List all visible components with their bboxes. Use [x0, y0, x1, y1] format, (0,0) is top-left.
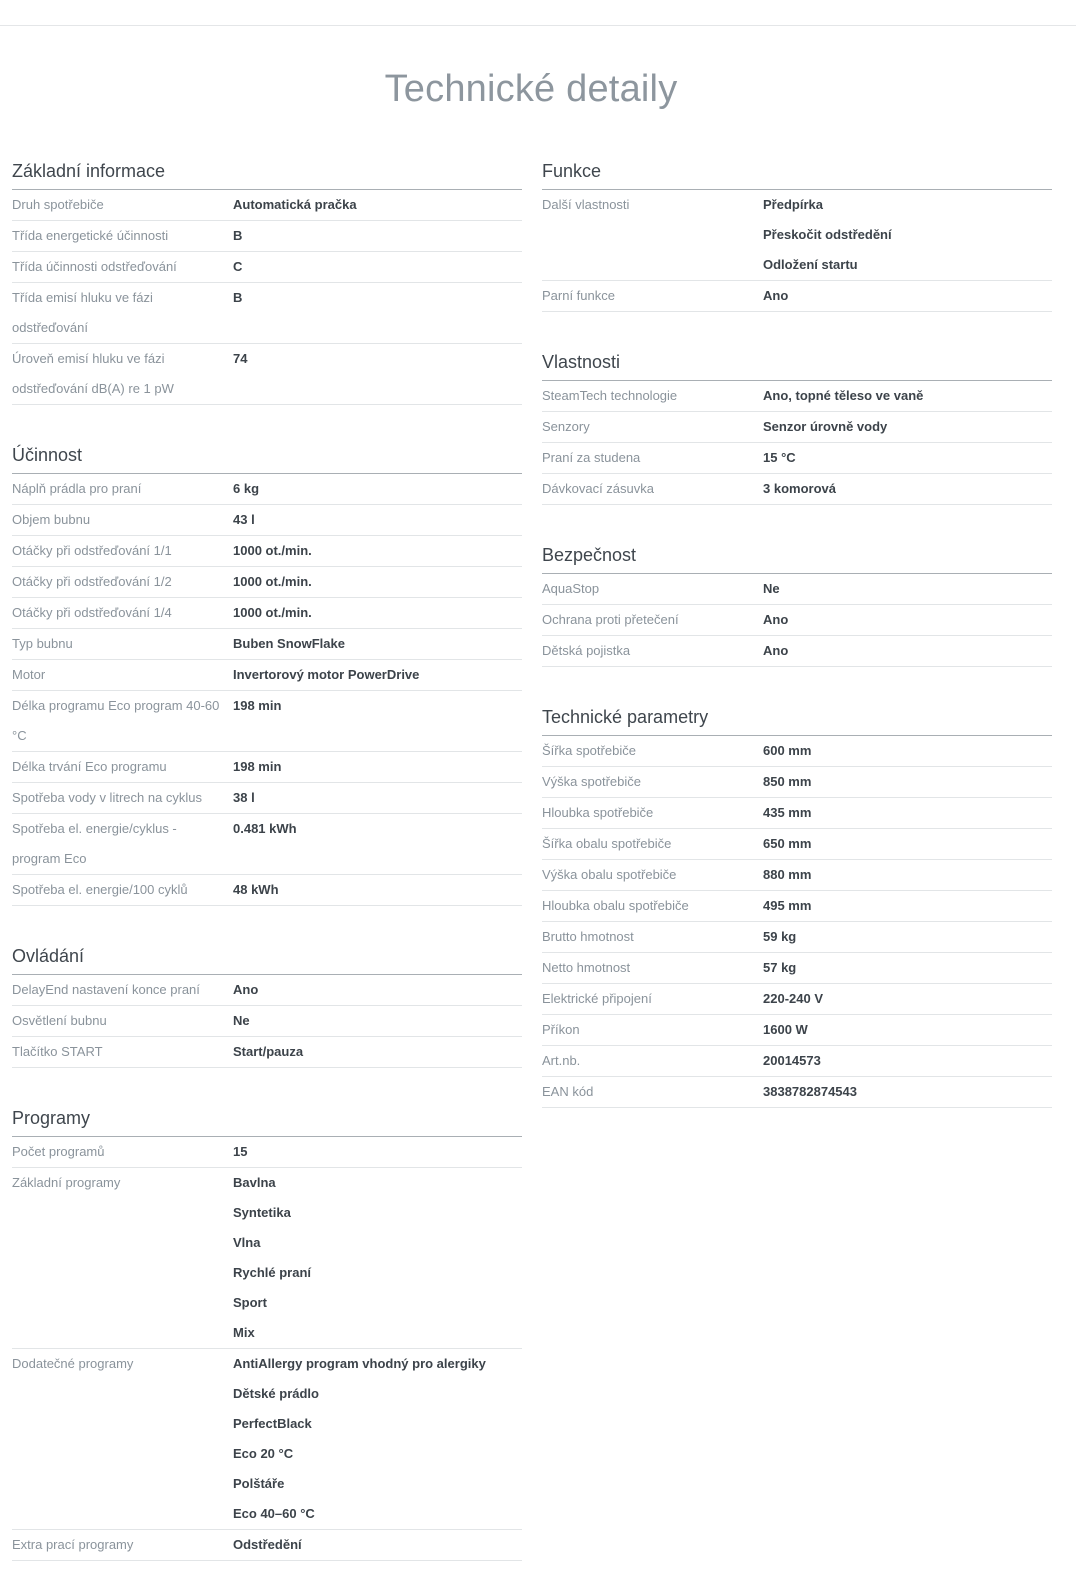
spec-values — [233, 283, 522, 343]
spec-values — [233, 1006, 522, 1036]
spec-label: Třída účinnosti odstřeďování — [12, 259, 177, 274]
spec-row — [12, 344, 522, 405]
spec-label: Ochrana proti přetečení — [542, 612, 679, 627]
spec-values — [233, 598, 522, 628]
spec-value: 650 mm — [763, 836, 812, 851]
spec-label: Osvětlení bubnu — [12, 1013, 107, 1028]
spec-values — [763, 922, 1052, 952]
spec-values — [763, 190, 1052, 280]
spec-row — [12, 221, 522, 252]
spec-values — [233, 190, 522, 220]
spec-row — [542, 953, 1052, 984]
spec-label: Třída energetické účinnosti — [12, 228, 169, 243]
spec-value: 495 mm — [763, 898, 812, 913]
spec-label: Parní funkce — [542, 288, 615, 303]
spec-value: Přeskočit odstředění — [763, 227, 892, 242]
spec-value: Sport — [233, 1295, 267, 1310]
spec-row — [542, 1077, 1052, 1108]
top-divider — [0, 25, 1076, 26]
spec-row — [12, 691, 522, 752]
spec-value: Ano, topné těleso ve vaně — [763, 388, 924, 403]
spec-label: Příkon — [542, 1022, 580, 1037]
spec-value: Vlna — [233, 1235, 261, 1250]
spec-row — [12, 252, 522, 283]
page-title: Technické detaily — [384, 68, 678, 110]
spec-row — [542, 381, 1052, 412]
spec-row — [12, 474, 522, 505]
specs-column-right — [542, 150, 1052, 1137]
spec-row — [542, 922, 1052, 953]
spec-value: Ne — [233, 1013, 250, 1028]
spec-row — [542, 412, 1052, 443]
spec-row — [542, 281, 1052, 312]
spec-value: 880 mm — [763, 867, 812, 882]
spec-value: B — [233, 290, 243, 305]
spec-values — [233, 1137, 522, 1167]
spec-label: SteamTech technologie — [542, 388, 678, 403]
spec-values — [233, 1349, 522, 1529]
spec-row — [12, 1349, 522, 1530]
spec-value: 3 komorová — [763, 481, 836, 496]
spec-label: Dávkovací zásuvka — [542, 481, 654, 496]
spec-label: Art.nb. — [542, 1053, 581, 1068]
spec-row — [542, 798, 1052, 829]
spec-row — [12, 975, 522, 1006]
spec-label: Hloubka obalu spotřebiče — [542, 898, 689, 913]
spec-values — [763, 1015, 1052, 1045]
spec-row — [542, 474, 1052, 505]
spec-value: C — [233, 259, 243, 274]
spec-label: Brutto hmotnost — [542, 929, 634, 944]
spec-value: Ne — [763, 581, 780, 596]
spec-values — [763, 1046, 1052, 1076]
spec-label: Extra prací programy — [12, 1537, 134, 1552]
spec-values — [763, 829, 1052, 859]
spec-values — [763, 736, 1052, 766]
spec-values — [763, 798, 1052, 828]
spec-value: Eco 40–60 °C — [233, 1506, 315, 1521]
spec-value: 1000 ot./min. — [233, 574, 312, 589]
spec-values — [233, 975, 522, 1005]
spec-value: Rychlé praní — [233, 1265, 312, 1280]
spec-label: Spotřeba vody v litrech na cyklus — [12, 790, 203, 805]
spec-values — [233, 1168, 522, 1348]
spec-row — [12, 660, 522, 691]
section-title: Ovládání — [12, 935, 522, 975]
spec-row — [542, 860, 1052, 891]
spec-row — [12, 505, 522, 536]
spec-label: Praní za studena — [542, 450, 641, 465]
spec-value: Ano — [763, 643, 789, 658]
spec-value: 48 kWh — [233, 882, 279, 897]
spec-values — [233, 691, 522, 751]
spec-values — [233, 536, 522, 566]
spec-row — [12, 1037, 522, 1068]
spec-value: Invertorový motor PowerDrive — [233, 667, 420, 682]
spec-row — [542, 767, 1052, 798]
spec-value: 6 kg — [233, 481, 260, 496]
spec-label: Senzory — [542, 419, 590, 434]
spec-row — [542, 636, 1052, 667]
spec-label: Druh spotřebiče — [12, 197, 104, 212]
spec-values — [763, 381, 1052, 411]
spec-section-vlastnosti — [542, 341, 1052, 505]
spec-row — [12, 598, 522, 629]
section-title: Vlastnosti — [542, 341, 1052, 381]
spec-row — [12, 1530, 522, 1561]
spec-value: 850 mm — [763, 774, 812, 789]
spec-label: Šířka obalu spotřebiče — [542, 836, 672, 851]
section-title: Programy — [12, 1097, 522, 1137]
spec-values — [233, 629, 522, 659]
spec-value: Bavlna — [233, 1175, 276, 1190]
spec-value: Ano — [763, 612, 789, 627]
spec-values — [763, 474, 1052, 504]
spec-label: Výška spotřebiče — [542, 774, 641, 789]
spec-values — [763, 1077, 1052, 1107]
spec-row — [12, 629, 522, 660]
spec-row — [542, 891, 1052, 922]
spec-row — [12, 752, 522, 783]
spec-value: Dětské prádlo — [233, 1386, 319, 1401]
spec-values — [763, 636, 1052, 666]
section-title: Technické parametry — [542, 696, 1052, 736]
spec-value: 15 — [233, 1144, 248, 1159]
spec-value: 220-240 V — [763, 991, 823, 1006]
spec-value: 38 l — [233, 790, 255, 805]
spec-row — [542, 190, 1052, 281]
spec-row — [542, 736, 1052, 767]
section-title: Základní informace — [12, 150, 522, 190]
spec-section-technicke-parametry — [542, 696, 1052, 1108]
spec-row — [12, 567, 522, 598]
spec-value: 15 °C — [763, 450, 796, 465]
spec-value: Automatická pračka — [233, 197, 357, 212]
spec-row — [12, 1168, 522, 1349]
spec-value: 59 kg — [763, 929, 797, 944]
spec-value: Odstředění — [233, 1537, 302, 1552]
spec-label: Dodatečné programy — [12, 1356, 134, 1371]
spec-values — [233, 1530, 522, 1560]
spec-value: 20014573 — [763, 1053, 821, 1068]
spec-values — [763, 574, 1052, 604]
spec-label: AquaStop — [542, 581, 600, 596]
spec-value: Odložení startu — [763, 257, 858, 272]
spec-value: 57 kg — [763, 960, 797, 975]
spec-value: Senzor úrovně vody — [763, 419, 888, 434]
spec-value: B — [233, 228, 243, 243]
spec-section-funkce — [542, 150, 1052, 312]
spec-label: Spotřeba el. energie/cyklus - program Eco — [12, 821, 177, 866]
spec-values — [763, 412, 1052, 442]
spec-values — [233, 474, 522, 504]
spec-values — [233, 752, 522, 782]
spec-values — [763, 891, 1052, 921]
spec-label: Otáčky při odstřeďování 1/2 — [12, 574, 172, 589]
section-title: Bezpečnost — [542, 534, 1052, 574]
spec-row — [12, 1006, 522, 1037]
spec-value: 435 mm — [763, 805, 812, 820]
spec-value: 198 min — [233, 698, 282, 713]
spec-section-zakladni-informace — [12, 150, 522, 405]
spec-label: Otáčky při odstřeďování 1/1 — [12, 543, 172, 558]
spec-section-ovladani — [12, 935, 522, 1068]
spec-values — [233, 783, 522, 813]
spec-values — [763, 443, 1052, 473]
spec-label: Tlačítko START — [12, 1044, 103, 1059]
spec-value: Polštáře — [233, 1476, 285, 1491]
spec-label: Otáčky při odstřeďování 1/4 — [12, 605, 172, 620]
spec-value: 1000 ot./min. — [233, 605, 312, 620]
spec-values — [233, 344, 522, 404]
spec-value: Syntetika — [233, 1205, 291, 1220]
spec-row — [12, 190, 522, 221]
spec-label: Šířka spotřebiče — [542, 743, 636, 758]
spec-label: Hloubka spotřebiče — [542, 805, 654, 820]
spec-label: Motor — [12, 667, 46, 682]
spec-section-programy — [12, 1097, 522, 1561]
spec-label: Elektrické připojení — [542, 991, 652, 1006]
spec-row — [542, 829, 1052, 860]
spec-label: Objem bubnu — [12, 512, 91, 527]
spec-label: Další vlastnosti — [542, 197, 630, 212]
spec-label: Výška obalu spotřebiče — [542, 867, 677, 882]
spec-values — [233, 660, 522, 690]
spec-values — [233, 252, 522, 282]
section-title: Účinnost — [12, 434, 522, 474]
spec-values — [233, 875, 522, 905]
spec-label: Spotřeba el. energie/100 cyklů — [12, 882, 188, 897]
spec-row — [542, 443, 1052, 474]
spec-value: Ano — [763, 288, 789, 303]
spec-values — [763, 281, 1052, 311]
spec-values — [763, 605, 1052, 635]
spec-row — [542, 1015, 1052, 1046]
spec-value: Mix — [233, 1325, 255, 1340]
spec-label: Třída emisí hluku ve fázi odstřeďování — [12, 290, 153, 335]
spec-values — [233, 221, 522, 251]
spec-value: 600 mm — [763, 743, 812, 758]
spec-value: Předpírka — [763, 197, 823, 212]
spec-label: Základní programy — [12, 1175, 121, 1190]
spec-values — [763, 860, 1052, 890]
spec-section-bezpecnost — [542, 534, 1052, 667]
spec-label: Typ bubnu — [12, 636, 73, 651]
spec-row — [542, 574, 1052, 605]
spec-row — [12, 783, 522, 814]
spec-values — [233, 1037, 522, 1067]
spec-value: Ano — [233, 982, 259, 997]
spec-value: 1000 ot./min. — [233, 543, 312, 558]
spec-row — [542, 605, 1052, 636]
spec-value: 1600 W — [763, 1022, 808, 1037]
spec-row — [12, 875, 522, 906]
spec-label: Netto hmotnost — [542, 960, 631, 975]
spec-label: Délka trvání Eco programu — [12, 759, 167, 774]
spec-label: EAN kód — [542, 1084, 594, 1099]
spec-label: Dětská pojistka — [542, 643, 631, 658]
spec-value: 43 l — [233, 512, 255, 527]
spec-values — [763, 984, 1052, 1014]
spec-values — [233, 814, 522, 874]
spec-row — [12, 814, 522, 875]
spec-label: Náplň prádla pro praní — [12, 481, 142, 496]
spec-section-ucinnost — [12, 434, 522, 906]
spec-label: Délka programu Eco program 40-60 °C — [12, 698, 220, 743]
spec-row — [542, 984, 1052, 1015]
specs-column-left — [12, 150, 522, 1590]
spec-value: 3838782874543 — [763, 1084, 857, 1099]
section-title: Funkce — [542, 150, 1052, 190]
spec-values — [763, 767, 1052, 797]
spec-row — [12, 1137, 522, 1168]
spec-value: 0.481 kWh — [233, 821, 297, 836]
spec-values — [233, 505, 522, 535]
spec-values — [233, 567, 522, 597]
spec-row — [12, 536, 522, 567]
spec-value: Eco 20 °C — [233, 1446, 294, 1461]
spec-value: Buben SnowFlake — [233, 636, 345, 651]
spec-value: 198 min — [233, 759, 282, 774]
spec-value: PerfectBlack — [233, 1416, 312, 1431]
spec-value: 74 — [233, 351, 248, 366]
spec-label: Počet programů — [12, 1144, 105, 1159]
spec-value: AntiAllergy program vhodný pro alergiky — [233, 1356, 486, 1371]
spec-row — [12, 283, 522, 344]
spec-values — [763, 953, 1052, 983]
spec-label: Úroveň emisí hluku ve fázi odstřeďování dB(A) re 1 pW — [12, 351, 174, 396]
spec-label: DelayEnd nastavení konce praní — [12, 982, 200, 997]
spec-value: Start/pauza — [233, 1044, 304, 1059]
spec-row — [542, 1046, 1052, 1077]
